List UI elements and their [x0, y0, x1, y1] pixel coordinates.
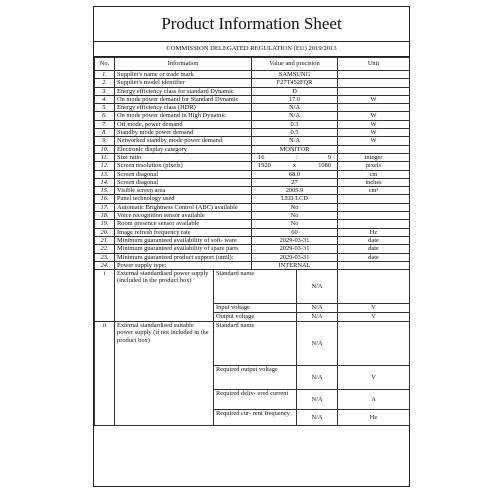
row-unit [338, 145, 410, 153]
row-value: D [252, 87, 338, 95]
row-unit [338, 203, 410, 211]
table-row [95, 245, 410, 253]
row-number: 16. [95, 195, 115, 203]
row-unit [338, 71, 410, 79]
row-value: 27 [252, 178, 338, 186]
power-supply-value: N/A [297, 366, 338, 390]
row-information: Minimum guaranteed product support (until): [115, 253, 252, 261]
power-supply-unit [338, 270, 410, 304]
row-unit: pixels [338, 162, 410, 170]
power-supply-number: ii [95, 322, 115, 426]
row-unit [338, 195, 410, 203]
row-value: No [252, 220, 338, 228]
header-information: Information [115, 58, 252, 71]
row-unit: W [338, 95, 410, 103]
power-supply-number: i [95, 270, 115, 322]
table-row [95, 71, 410, 79]
power-supply-label: Standard name [214, 270, 297, 304]
row-information: Minimum guaranteed availability of soft- ware [115, 236, 252, 244]
row-value [252, 153, 338, 161]
table-row [95, 170, 410, 178]
power-supply-row [95, 270, 410, 304]
row-information: Off mode, power demand [115, 120, 252, 128]
power-supply-unit [338, 322, 410, 366]
power-supply-label: Input voltage [214, 304, 297, 313]
row-value: 0.3 [252, 120, 338, 128]
row-number: 17. [95, 203, 115, 211]
table-row [95, 253, 410, 261]
row-information: On mode power demand in High Dynamic [115, 112, 252, 120]
row-information: Voice recognition sensor available [115, 212, 252, 220]
row-number: 4. [95, 95, 115, 103]
power-supply-label: Required cur- rent frequency [214, 410, 297, 426]
table-row [95, 212, 410, 220]
sheet-title: Product Information Sheet [94, 7, 409, 42]
table-body [95, 71, 410, 426]
row-number: 8. [95, 129, 115, 137]
row-information: Supplier's model identifier [115, 79, 252, 87]
table-row [95, 145, 410, 153]
row-number: 10. [95, 145, 115, 153]
row-information: Panel technology used [115, 195, 252, 203]
table-row [95, 95, 410, 103]
table-row [95, 153, 410, 161]
row-unit: W [338, 120, 410, 128]
regulation-subtitle: COMMISSION DELEGATED REGULATION (EU) 2019/2013 [94, 42, 409, 57]
row-unit: integer [338, 153, 410, 161]
power-supply-value: N/A [297, 390, 338, 410]
row-value [252, 162, 338, 170]
row-number: 20. [95, 228, 115, 236]
table-row [95, 112, 410, 120]
row-number: 19. [95, 220, 115, 228]
table-row [95, 228, 410, 236]
product-information-sheet [93, 6, 410, 487]
value-part: : [295, 153, 297, 161]
power-supply-label: Required deliv- ered current [214, 390, 297, 410]
value-part: 9 [327, 153, 331, 161]
row-information: Networked standby mode power demand [115, 137, 252, 145]
row-information: Image refresh frequency rate [115, 228, 252, 236]
power-supply-value: N/A [297, 322, 338, 366]
power-supply-row [95, 322, 410, 366]
row-number: 9. [95, 137, 115, 145]
row-value: No [252, 212, 338, 220]
row-number: 24. [95, 261, 115, 269]
row-value: 2029-03-31 [252, 245, 338, 253]
row-information: Visible screen area [115, 187, 252, 195]
row-value: No [252, 203, 338, 211]
row-information: Electronic display category [115, 145, 252, 153]
row-unit: date [338, 253, 410, 261]
power-supply-value: N/A [297, 410, 338, 426]
row-number: 2. [95, 79, 115, 87]
row-unit [338, 261, 410, 269]
row-value: LED LCD [252, 195, 338, 203]
table-row [95, 87, 410, 95]
row-information: Screen resolution (pixels) [115, 162, 252, 170]
row-number: 23. [95, 253, 115, 261]
header-value: Value and precision [252, 58, 338, 71]
row-unit [338, 87, 410, 95]
row-value: N/A [252, 137, 338, 145]
power-supply-value: N/A [297, 270, 338, 304]
value-part: 1080 [318, 162, 331, 170]
row-value: SAMSUNG [252, 71, 338, 79]
power-supply-unit: A [338, 390, 410, 410]
row-value: MONITOR [252, 145, 338, 153]
row-unit: inches [338, 178, 410, 186]
power-supply-value: N/A [297, 313, 338, 322]
row-value: 68.0 [252, 170, 338, 178]
row-unit: date [338, 245, 410, 253]
row-information: Screen diagonal [115, 170, 252, 178]
power-supply-unit: V [338, 366, 410, 390]
row-unit: date [338, 236, 410, 244]
table-row [95, 187, 410, 195]
power-supply-value: N/A [297, 304, 338, 313]
row-unit [338, 220, 410, 228]
table-header-row [95, 58, 410, 71]
row-unit: cm² [338, 187, 410, 195]
table-row [95, 261, 410, 269]
row-unit: Hz [338, 228, 410, 236]
row-unit [338, 104, 410, 112]
power-supply-description: External standardised suitable power supply (if not included in the product box) [115, 322, 214, 426]
table-row [95, 162, 410, 170]
row-value: 2029-03-31 [252, 236, 338, 244]
table-row [95, 137, 410, 145]
row-number: 13. [95, 170, 115, 178]
row-unit: W [338, 112, 410, 120]
row-number: 6. [95, 112, 115, 120]
row-number: 14. [95, 178, 115, 186]
row-unit [338, 79, 410, 87]
row-value: 60 [252, 228, 338, 236]
row-value: 2029-03-31 [252, 253, 338, 261]
power-supply-unit: V [338, 313, 410, 322]
row-number: 1. [95, 71, 115, 79]
table-row [95, 178, 410, 186]
header-unit: Unit [338, 58, 410, 71]
power-supply-unit: Hz [338, 410, 410, 426]
row-information: Standby mode power demand [115, 129, 252, 137]
power-supply-label: Standard name [214, 322, 297, 366]
row-value: F27T452FQR [252, 79, 338, 87]
row-information: Size ratio [115, 153, 252, 161]
power-supply-unit: V [338, 304, 410, 313]
value-part: 16 [258, 153, 265, 161]
row-value: 2005.9 [252, 187, 338, 195]
row-information: Screen diagonal [115, 178, 252, 186]
row-information: Power supply type: [115, 261, 252, 269]
row-number: 3. [95, 87, 115, 95]
row-information: Room presence sensor available [115, 220, 252, 228]
info-table [94, 57, 410, 426]
row-value: 17.0 [252, 95, 338, 103]
row-unit: W [338, 129, 410, 137]
row-number: 21. [95, 236, 115, 244]
table-row [95, 203, 410, 211]
table-row [95, 236, 410, 244]
value-parts [254, 154, 335, 161]
value-part: 1920 [258, 162, 271, 170]
power-supply-label: Required output voltage [214, 366, 297, 390]
row-information: Energy efficiency class for standard Dynamic [115, 87, 252, 95]
table-row [95, 79, 410, 87]
row-information: Automatic Brightness Control (ABC) available [115, 203, 252, 211]
row-value: N/A [252, 112, 338, 120]
value-part: x [292, 162, 297, 170]
row-unit: cm [338, 170, 410, 178]
row-unit [338, 212, 410, 220]
header-no: No. [95, 58, 115, 71]
row-value: INTERNAL [252, 261, 338, 269]
row-information: Supplier's name or trade mark [115, 71, 252, 79]
table-row [95, 195, 410, 203]
value-parts [254, 162, 335, 169]
table-row [95, 104, 410, 112]
table-row [95, 129, 410, 137]
row-number: 18. [95, 212, 115, 220]
power-supply-label: Output voltage [214, 313, 297, 322]
row-unit: W [338, 137, 410, 145]
power-supply-description: External standardised power supply (included in the product box) [115, 270, 214, 322]
row-number: 15. [95, 187, 115, 195]
row-information: Energy efficiency class (HDR) [115, 104, 252, 112]
row-number: 11. [95, 153, 115, 161]
row-value: 0.5 [252, 129, 338, 137]
table-row [95, 120, 410, 128]
row-information: Minimum guaranteed availability of spare parts [115, 245, 252, 253]
row-number: 7. [95, 120, 115, 128]
table-row [95, 220, 410, 228]
row-value: N/A [252, 104, 338, 112]
row-number: 5. [95, 104, 115, 112]
row-information: On mode power demand for Standard Dynamic [115, 95, 252, 103]
row-number: 22. [95, 245, 115, 253]
row-number: 12. [95, 162, 115, 170]
